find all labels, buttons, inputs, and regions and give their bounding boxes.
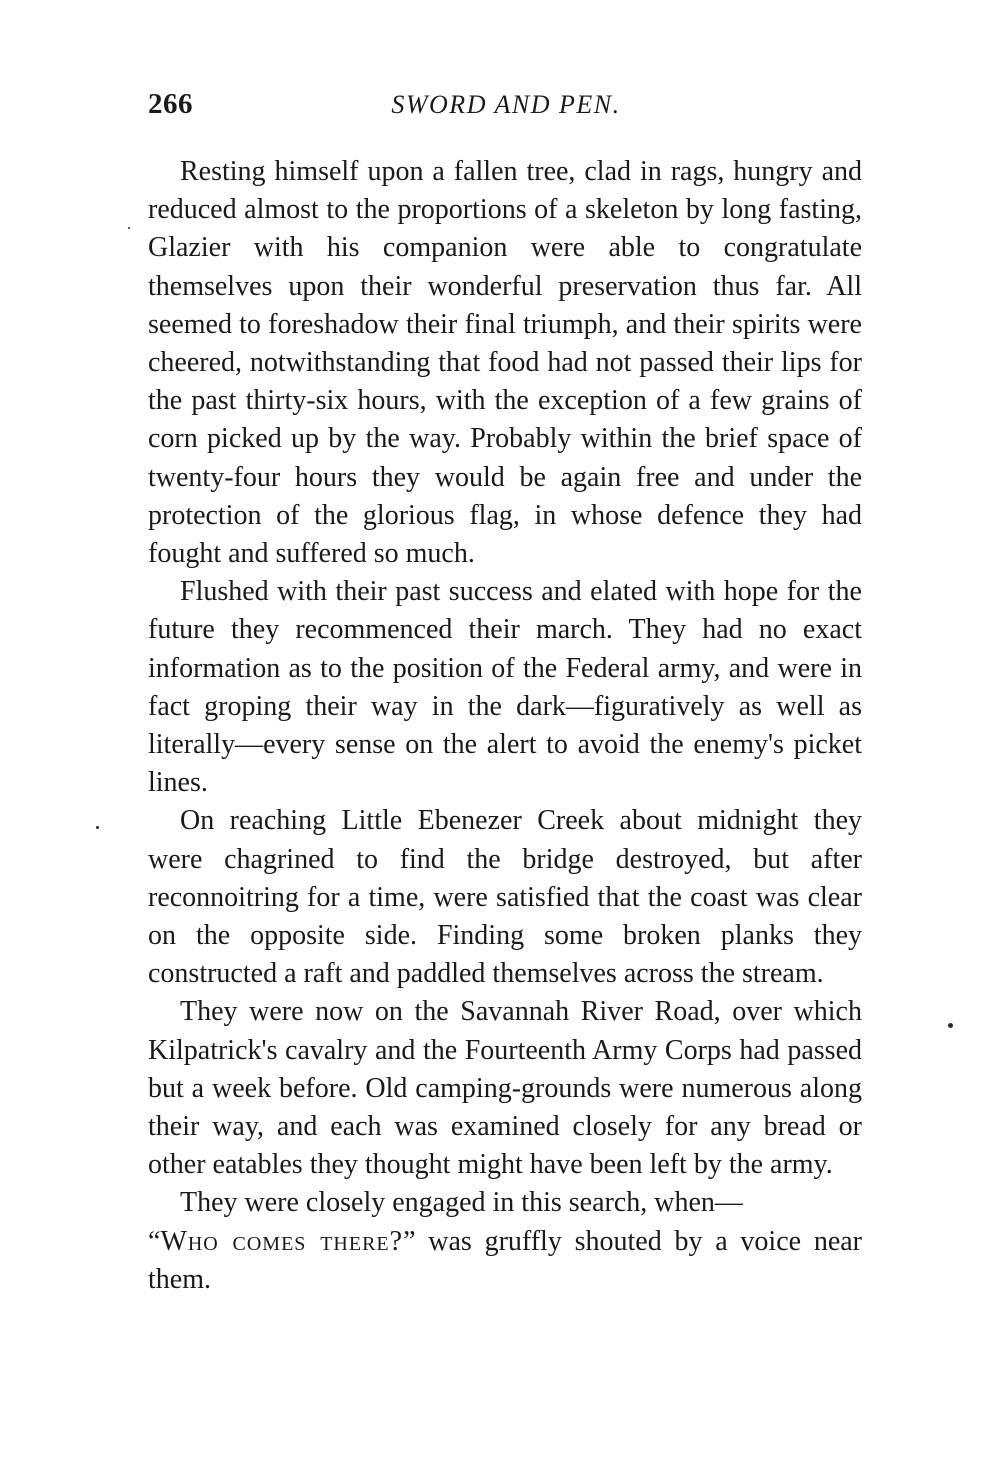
print-speck: [948, 1023, 953, 1028]
paragraph-5: [148, 1184, 862, 1299]
print-speck: [128, 227, 130, 229]
print-speck: [96, 826, 99, 829]
close-quote: ”: [403, 1225, 416, 1257]
body-text: [148, 153, 862, 1299]
paragraph-4: They were now on the Savannah River Road, over which Kilpatrick's cavalry and the Fourteenth Army Corps had passed but a week before. Old camping-grounds were numerous along their way, and each was examined closely for any bread or other eatables they thought might have been left by the army.: [148, 996, 862, 1181]
running-title: SWORD AND PEN.: [391, 90, 621, 119]
paragraph-2: Flushed with their past success and elated with hope for the future they recommenced their march. They had no exact information as to the position of the Federal army, and were in fact groping their way in the dark—figuratively as well as literally—every sense on the alert to avoid the enemy's picket lines.: [148, 576, 862, 799]
paragraph-1: Resting himself upon a fallen tree, clad in rags, hungry and reduced almost to the proportions of a skeleton by long fasting, Glazier with his companion were able to congratulate themselves upon their wonderful preservation thus far. All seemed to foreshadow their final triumph, and their spirits were cheered, notwithstanding that food had not passed their lips for the past thirty-six hours, with the exception of a few grains of corn picked up by the way. Probably within the brief space of twenty-four hours they would be again free and under the protection of the glorious flag, in whose defence they had fought and suffered so much.: [148, 156, 862, 570]
page-number: 266: [148, 88, 193, 120]
running-head: [148, 88, 864, 128]
paragraph-5-before: They were closely engaged in this search, when—: [180, 1187, 743, 1219]
shouted-challenge: Who comes there?: [160, 1225, 404, 1257]
paragraph-3: On reaching Little Ebenezer Creek about midnight they were chagrined to find the bridge destroyed, but after reconnoitring for a time, were satisfied that the coast was clear on the opposite side. Finding some broken planks they constructed a raft and paddled themselves across the stream.: [148, 805, 862, 990]
open-quote: “: [148, 1225, 161, 1257]
paragraph-5-after: was gruffly shouted by a voice near them.: [148, 1225, 862, 1295]
